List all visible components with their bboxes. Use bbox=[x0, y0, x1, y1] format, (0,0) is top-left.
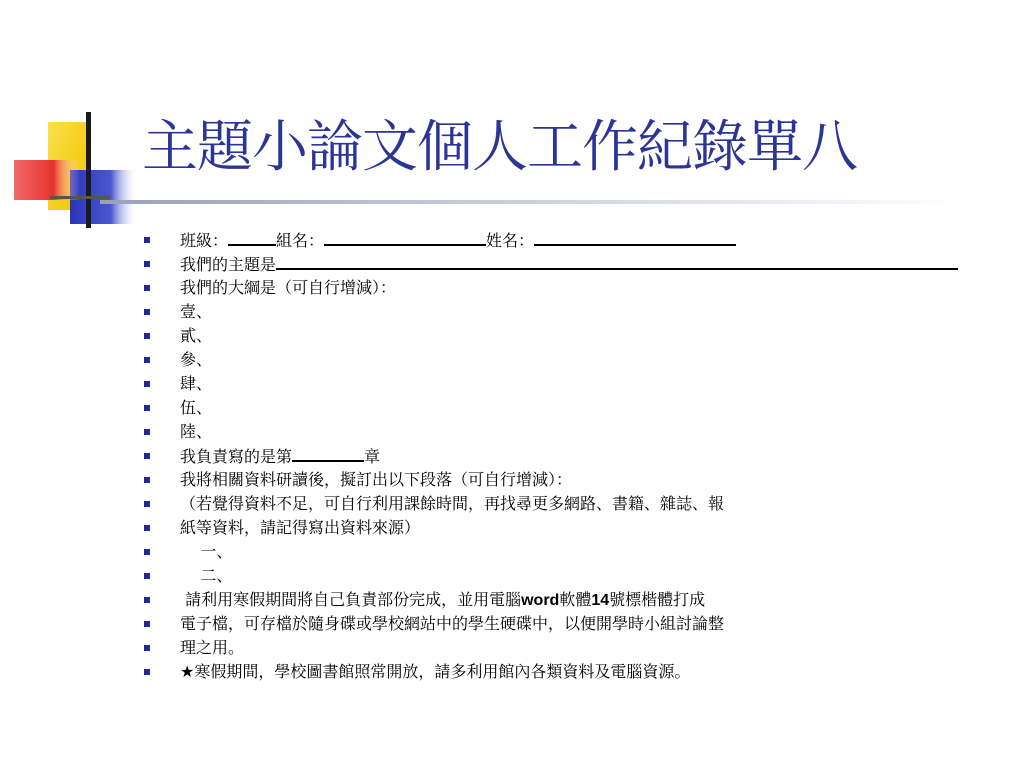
list-item: 壹、 bbox=[144, 300, 958, 324]
list-item: 二、 bbox=[144, 564, 958, 588]
bullet-icon bbox=[144, 573, 150, 579]
list-item: 貳、 bbox=[144, 324, 958, 348]
list-item: 我將相關資料研讀後，擬訂出以下段落（可自行增減）： bbox=[144, 468, 958, 492]
list-item: 一、 bbox=[144, 540, 958, 564]
list-item: 理之用。 bbox=[144, 636, 958, 660]
blank-line bbox=[292, 444, 364, 462]
bullet-icon bbox=[144, 261, 150, 267]
list-item-class-group-name: 班級： 組名： 姓名： bbox=[144, 228, 958, 252]
bullet-icon bbox=[144, 285, 150, 291]
bullet-icon bbox=[144, 525, 150, 531]
list-item: 參、 bbox=[144, 348, 958, 372]
bullet-icon bbox=[144, 381, 150, 387]
list-item: 我們的大綱是（可自行增減）： bbox=[144, 276, 958, 300]
list-item: （若覺得資料不足，可自行利用課餘時間，再找尋更多網路、書籍、雜誌、報 bbox=[144, 492, 958, 516]
list-item-topic: 我們的主題是 bbox=[144, 252, 958, 276]
content-list bbox=[144, 228, 958, 684]
blank-line bbox=[276, 252, 958, 270]
blank-line bbox=[534, 228, 736, 246]
bullet-icon bbox=[144, 669, 150, 675]
bullet-icon bbox=[144, 645, 150, 651]
list-item: ★寒假期間，學校圖書館照常開放，請多利用館內各類資料及電腦資源。 bbox=[144, 660, 958, 684]
bullet-icon bbox=[144, 333, 150, 339]
bullet-icon bbox=[144, 453, 150, 459]
list-item-word-instruction: 請利用寒假期間將自己負責部份完成，並用電腦word軟體14號標楷體打成 bbox=[144, 588, 958, 612]
list-item: 肆、 bbox=[144, 372, 958, 396]
list-item: 陸、 bbox=[144, 420, 958, 444]
title-divider bbox=[100, 200, 960, 204]
bullet-icon bbox=[144, 237, 150, 243]
corner-decoration bbox=[0, 0, 160, 240]
bullet-icon bbox=[144, 597, 150, 603]
bullet-icon bbox=[144, 357, 150, 363]
list-item-chapter: 我負責寫的是第 章 bbox=[144, 444, 958, 468]
bullet-icon bbox=[144, 549, 150, 555]
bullet-icon bbox=[144, 477, 150, 483]
list-item: 伍、 bbox=[144, 396, 958, 420]
blank-line bbox=[228, 228, 276, 246]
slide-title: 主題小論文個人工作紀錄單八 bbox=[142, 115, 857, 180]
bullet-icon bbox=[144, 621, 150, 627]
bullet-icon bbox=[144, 501, 150, 507]
list-item: 電子檔，可存檔於隨身碟或學校網站中的學生硬碟中，以便開學時小組討論整 bbox=[144, 612, 958, 636]
bullet-icon bbox=[144, 429, 150, 435]
blank-line bbox=[324, 228, 486, 246]
bullet-icon bbox=[144, 405, 150, 411]
bullet-icon bbox=[144, 309, 150, 315]
list-item: 紙等資料，請記得寫出資料來源） bbox=[144, 516, 958, 540]
